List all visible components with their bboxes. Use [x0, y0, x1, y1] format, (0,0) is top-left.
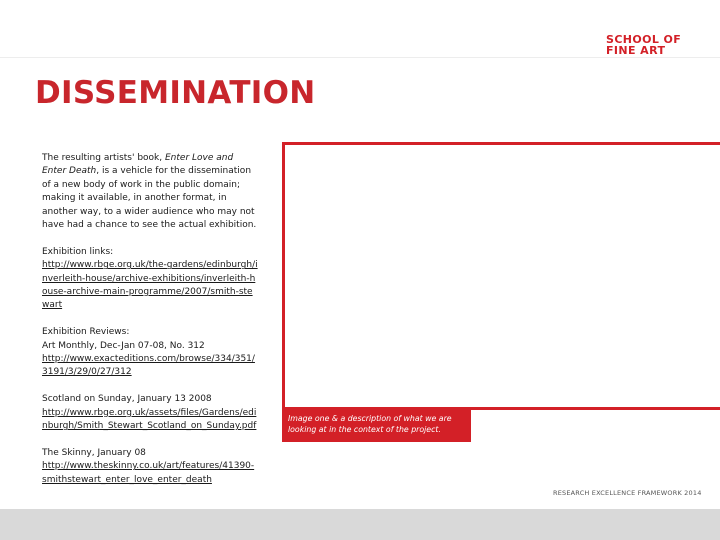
- intro-text-before: The resulting artists' book,: [42, 153, 165, 163]
- review-source: The Skinny, January 08: [42, 447, 146, 458]
- exhibition-links-heading: Exhibition links:: [42, 246, 114, 257]
- header-divider: [0, 57, 720, 58]
- school-logo: [606, 34, 690, 56]
- reviews-heading: Exhibition Reviews:: [42, 327, 130, 338]
- review-the-skinny: [42, 447, 258, 487]
- review-art-monthly: [42, 326, 258, 380]
- review-link[interactable]: http://www.theskinny.co.uk/art/features/41390-smithstewart_enter_love_enter_death: [42, 461, 255, 485]
- intro-paragraph: [42, 152, 258, 232]
- logo-line-2: FINE ART: [606, 44, 666, 57]
- footer-ref-label: RESEARCH EXCELLENCE FRAMEWORK 2014: [553, 489, 702, 497]
- intro-text-after: , is a vehicle for the dissemination of a new body of work in the public domain; making it available, in another format, in another way, to a wider audience who may not have had a chance to see the actual exhibition.: [42, 166, 257, 231]
- review-link[interactable]: http://www.rbge.org.uk/assets/files/Gardens/edinburgh/Smith_Stewart_Scotland_on_Sunday.pdf: [42, 407, 257, 432]
- review-link[interactable]: http://www.exacteditions.com/browse/334/351/3191/3/29/0/27/312: [42, 354, 255, 378]
- image-caption: Image one & a description of what we are looking at in the context of the project.: [282, 410, 471, 442]
- review-scotland-on-sunday: [42, 393, 258, 433]
- bottom-bar: [0, 509, 720, 540]
- review-source: Scotland on Sunday, January 13 2008: [42, 394, 212, 405]
- page-title: DISSEMINATION: [35, 75, 316, 111]
- body-text-column: [42, 152, 258, 500]
- logo-line-1: SCHOOL OF: [606, 33, 682, 46]
- review-source: Art Monthly, Dec-Jan 07-08, No. 312: [42, 340, 205, 351]
- book-title: Enter Love and Enter Death: [42, 153, 234, 177]
- image-placeholder-frame: [282, 142, 720, 410]
- exhibition-link[interactable]: http://www.rbge.org.uk/the-gardens/edinburgh/inverleith-house/archive-exhibitions/inverleith-house-archive-main-programme/2007/smith-stewart: [42, 260, 258, 311]
- exhibition-links-section: [42, 246, 258, 313]
